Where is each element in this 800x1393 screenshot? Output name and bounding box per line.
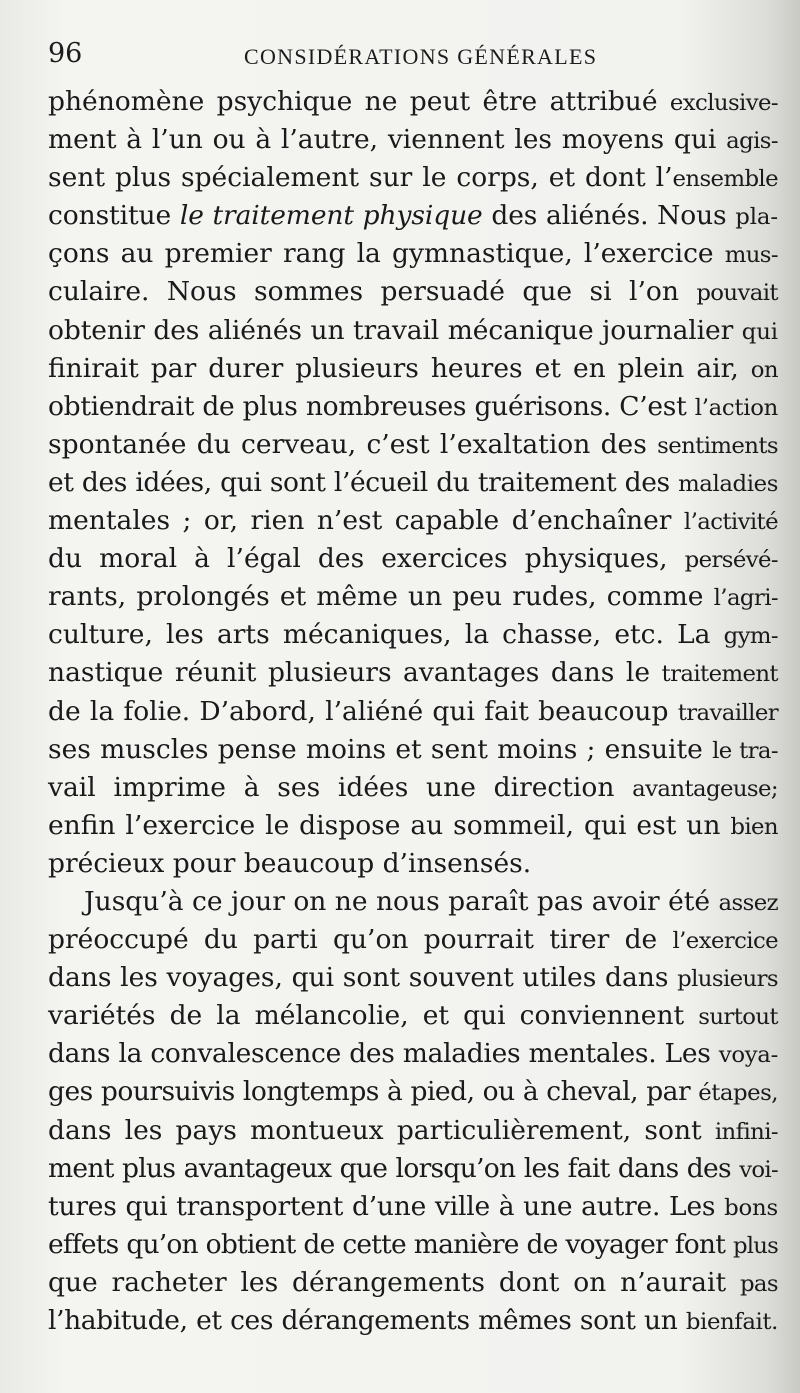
text-line: précieux pour beaucoup d’insensés.: [48, 847, 532, 879]
text-line: tures qui transportent d’une ville à une autre. Les bons: [48, 1190, 778, 1222]
text-line: phénomène psychique ne peut être attribué exclusive-: [48, 86, 778, 117]
text-line: dans la convalescence des maladies mentales. Les voya-: [48, 1038, 778, 1070]
text-line: l’habitude, et ces dérangements mêmes sont un bienfait.: [48, 1305, 778, 1336]
text-line: enfin l’exercice le dispose au sommeil, qui est un bien: [48, 809, 778, 841]
text-line: obtiendrait de plus nombreuses guérisons. C’est l’action: [48, 390, 778, 422]
italic-phrase: le traitement physique: [179, 200, 483, 232]
text-line: variétés de la mélancolie, et qui conviennent surtout: [48, 1000, 778, 1032]
text-line: dans les voyages, qui sont souvent utiles dans plusieurs: [48, 962, 778, 994]
text-line: culaire. Nous sommes persuadé que si l’on pouvait: [48, 276, 778, 308]
text-line: mentales ; or, rien n’est capable d’enchaîner l’activité: [48, 505, 778, 537]
text-line: ment plus avantageux que lorsqu’on les fait dans des voi-: [48, 1152, 778, 1184]
text-line: nastique réunit plusieurs avantages dans le traitement: [48, 657, 778, 689]
text-line: préoccupé du parti qu’on pourrait tirer de l’exercice: [48, 924, 778, 956]
text-line: rants, prolongés et même un peu rudes, comme l’agri-: [48, 581, 778, 613]
text-line: ses muscles pense moins et sent moins ; ensuite le tra-: [48, 733, 778, 765]
text-line: effets qu’on obtient de cette manière de voyager font plus: [48, 1228, 778, 1260]
text-line: dans les pays montueux particulièrement, sont infini-: [48, 1114, 778, 1146]
body-text: [48, 83, 778, 1340]
text-line: vail imprime à ses idées une direction avantageuse;: [48, 771, 778, 803]
text-line: et des idées, qui sont l’écueil du traitement des maladies: [48, 466, 778, 498]
text-line: spontanée du cerveau, c’est l’exaltation des sentiments: [48, 428, 778, 460]
text-line: constitue le traitement physique des aliénés. Nous pla-: [48, 200, 778, 232]
text-line: sent plus spécialement sur le corps, et dont l’ensemble: [48, 162, 778, 194]
page-number: 96: [48, 38, 83, 69]
text-line: ges poursuivis longtemps à pied, ou à cheval, par étapes,: [48, 1076, 778, 1108]
text-line: Jusqu’à ce jour on ne nous paraît pas avoir été assez: [84, 885, 778, 917]
text-line: que racheter les dérangements dont on n’aurait pas: [48, 1266, 778, 1298]
text-line: du moral à l’égal des exercices physiques, persévé-: [48, 543, 778, 575]
text-line: ment à l’un ou à l’autre, viennent les moyens qui agis-: [48, 124, 778, 156]
text-line: finirait par durer plusieurs heures et en plein air, on: [48, 352, 778, 384]
running-title: CONSIDÉRATIONS GÉNÉRALES: [244, 44, 598, 69]
text-line: obtenir des aliénés un travail mécanique journalier qui: [48, 314, 778, 346]
page-header: [48, 38, 778, 78]
text-line: culture, les arts mécaniques, la chasse, etc. La gym-: [48, 619, 778, 651]
text-line: de la folie. D’abord, l’aliéné qui fait beaucoup travailler: [48, 695, 778, 727]
text-line: çons au premier rang la gymnastique, l’exercice mus-: [48, 238, 778, 270]
